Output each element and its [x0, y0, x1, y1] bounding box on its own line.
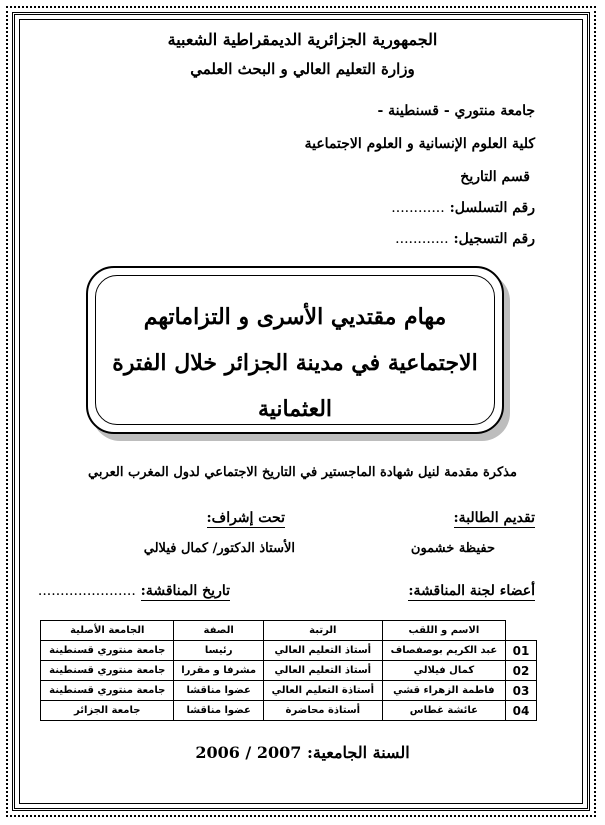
member-university: جامعة منتوري قسنطينة	[41, 681, 174, 701]
discussion-date-line	[38, 583, 230, 599]
member-rank: أستاذ التعليم العالي	[263, 641, 382, 661]
thesis-title	[108, 294, 482, 432]
committee-table	[40, 620, 537, 721]
discussion-date-value: ......................	[37, 583, 136, 599]
academic-year-label: السنة الجامعية:	[306, 743, 410, 762]
student-name: حفيظة خشمون	[410, 541, 495, 556]
member-number: 02	[506, 661, 537, 681]
thesis-subtitle: مذكرة مقدمة لنيل شهادة الماجستير في التاريخ الاجتماعي لدول المغرب العربي	[88, 465, 517, 480]
member-role: رئيسا	[174, 641, 263, 661]
table-row	[41, 661, 537, 681]
supervisor-name: الأستاذ الدكتور/ كمال فيلالي	[143, 541, 295, 556]
header-role: الصفة	[174, 621, 263, 641]
member-name: كمال فيلالي	[382, 661, 505, 681]
record-number-value: ............	[395, 231, 449, 247]
discussion-date-label: تاريخ المناقشة:	[140, 583, 230, 599]
member-name: عائشة غطاس	[382, 701, 505, 721]
member-rank: أستاذ التعليم العالي	[263, 661, 382, 681]
academic-year-value: 2006 / 2007	[195, 743, 302, 762]
committee-table-header	[41, 621, 537, 641]
member-rank: أستاذة محاضرة	[263, 701, 382, 721]
serial-number-label: رقم التسلسل:	[449, 200, 535, 216]
serial-number-line	[391, 200, 535, 216]
student-label: تقديم الطالبة:	[453, 510, 535, 526]
header-name: الاسم و اللقب	[382, 621, 505, 641]
ministry-heading: وزارة التعليم العالي و البحث العلمي	[190, 60, 415, 78]
table-row	[41, 641, 537, 661]
member-name: فاطمة الزهراء قشي	[382, 681, 505, 701]
table-row	[41, 681, 537, 701]
university-name: جامعة منتوري - قسنطينة -	[377, 103, 535, 119]
faculty-name: كلية العلوم الإنسانية و العلوم الاجتماعية	[304, 136, 535, 152]
thesis-title-line-3: العثمانية	[257, 396, 333, 422]
member-number: 03	[506, 681, 537, 701]
department-name: قسم التاريخ	[460, 169, 530, 185]
record-number-label: رقم التسجيل:	[453, 231, 535, 247]
member-number: 01	[506, 641, 537, 661]
thesis-title-line-2: الاجتماعية في مدينة الجزائر خلال الفترة	[112, 350, 478, 376]
header-rank: الرتبة	[263, 621, 382, 641]
member-name: عبد الكريم بوصفصاف	[382, 641, 505, 661]
record-number-line	[395, 231, 535, 247]
thesis-title-box	[86, 266, 504, 434]
member-number: 04	[506, 701, 537, 721]
supervisor-label: تحت إشراف:	[206, 510, 285, 526]
member-role: عضوا مناقشا	[174, 701, 263, 721]
academic-year-line	[0, 743, 605, 762]
thesis-title-line-1: مهام مقتديي الأسرى و التزاماتهم	[143, 304, 447, 330]
member-university: جامعة منتوري قسنطينة	[41, 661, 174, 681]
committee-label: أعضاء لجنة المناقشة:	[408, 583, 535, 599]
member-role: عضوا مناقشا	[174, 681, 263, 701]
member-role: مشرفا و مقررا	[174, 661, 263, 681]
header-number-blank	[506, 621, 537, 641]
serial-number-value: ............	[391, 200, 445, 216]
member-university: جامعة الجزائر	[41, 701, 174, 721]
header-university: الجامعة الأصلية	[41, 621, 174, 641]
republic-heading: الجمهورية الجزائرية الديمقراطية الشعبية	[167, 30, 438, 49]
member-rank: أستاذة التعليم العالي	[263, 681, 382, 701]
member-university: جامعة منتوري قسنطينة	[41, 641, 174, 661]
table-row	[41, 701, 537, 721]
